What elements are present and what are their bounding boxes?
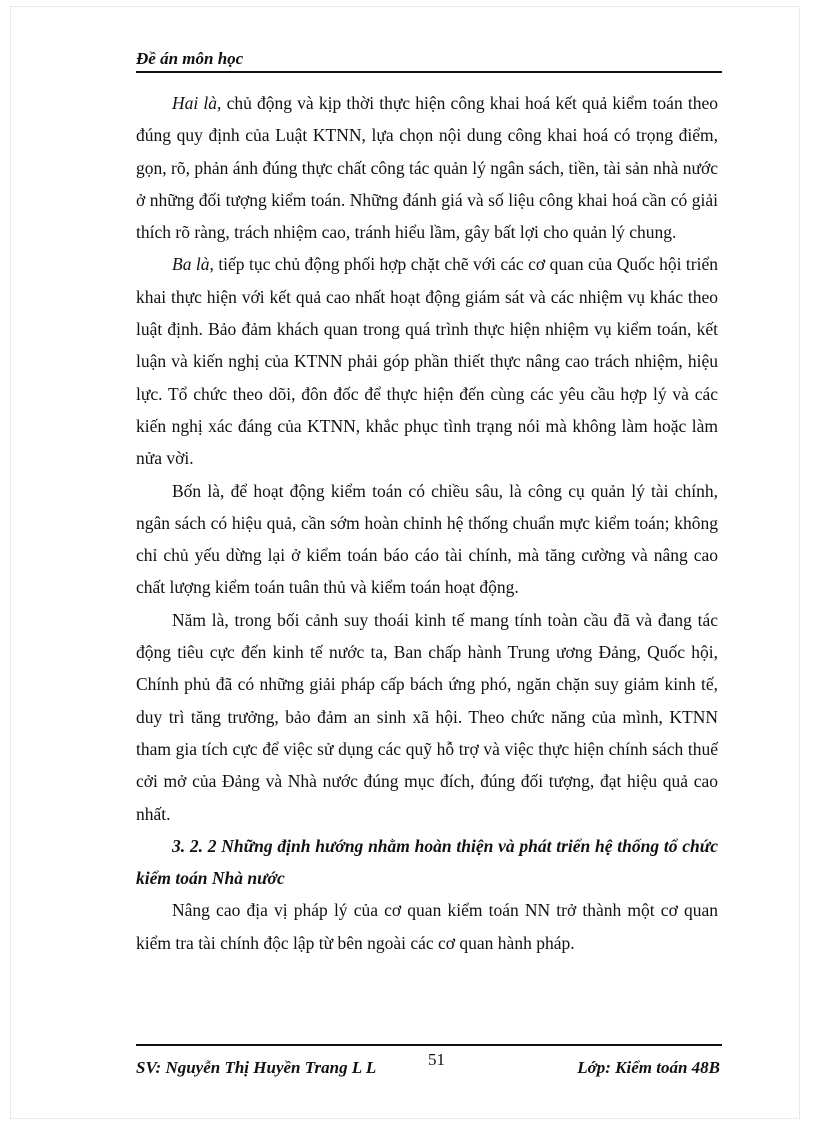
document-body bbox=[136, 87, 718, 959]
header-title: Đề án môn học bbox=[136, 49, 244, 68]
section-heading: 3. 2. 2 Những định hướng nhằm hoàn thiện và phát triển hệ thống tổ chức kiểm toán Nhà nước bbox=[136, 835, 718, 889]
paragraph-bon-la: Bốn là, để hoạt động kiểm toán có chiều sâu, là công cụ quản lý tài chính, ngân sách có hiệu quả, cần sớm hoàn chỉnh hệ thống chuẩn mực kiểm toán; không chỉ chủ yếu dừng lại ở kiểm toán báo cáo tài chính, mà tăng cường và nâng cao chất lượng kiểm toán tuân thủ và kiểm toán hoạt động. bbox=[136, 480, 718, 598]
paragraph-lead: Ba là bbox=[172, 254, 210, 275]
paragraph-nam-la: Năm là, trong bối cảnh suy thoái kinh tế mang tính toàn cầu đã và đang tác động tiêu cực đến kinh tế nước ta, Ban chấp hành Trung ương Đảng, Quốc hội, Chính phủ đã có những giải pháp cấp bách ứng phó, ngăn chặn suy giảm kinh tế, duy trì tăng trưởng, bảo đảm an sinh xã hội. Theo chức năng của mình, KTNN tham gia tích cực để việc sử dụng các quỹ hỗ trợ và việc thực hiện chính sách thuế cởi mở của Đảng và Nhà nước đúng mục đích, đúng đối tượng, đạt hiệu quả cao nhất. bbox=[136, 609, 718, 824]
paragraph-lead: Hai là bbox=[172, 93, 218, 113]
paragraph-text: , chủ động và kịp thời thực hiện công khai hoá kết quả kiểm toán theo đúng quy định của Luật KTNN, lựa chọn nội dung công khai hoá có trọng điểm, gọn, rõ, phản ánh đúng thực chất công tác quản lý ngân sách, tiền, tài sản nhà nước ở những đối tượng kiểm toán. Những đánh giá và số liệu công khai hoá cần có giải thích rõ ràng, trách nhiệm cao, tránh hiểu lầm, gây bất lợi cho quản lý chung. bbox=[136, 93, 718, 243]
page-number: 51 bbox=[428, 1050, 445, 1069]
footer-class: Lớp: Kiểm toán 48B bbox=[577, 1058, 720, 1077]
footer-student: SV: Nguyễn Thị Huyền Trang L L bbox=[136, 1058, 377, 1077]
closing-paragraph: Nâng cao địa vị pháp lý của cơ quan kiểm toán NN trở thành một cơ quan kiểm tra tài chính độc lập từ bên ngoài các cơ quan hành pháp. bbox=[136, 900, 718, 953]
paragraph-hai-la bbox=[136, 87, 718, 248]
page-header bbox=[136, 47, 722, 73]
paragraph-text: , tiếp tục chủ động phối hợp chặt chẽ với các cơ quan của Quốc hội triển khai thực hiện với kết quả cao nhất hoạt động giám sát và các nhiệm vụ khác theo luật định. Bảo đảm khách quan trong quá trình thực hiện nhiệm vụ kiểm toán, kết luận và kiến nghị của KTNN phải góp phần thiết thực nâng cao trách nhiệm, hiệu lực. Tổ chức theo dõi, đôn đốc để thực hiện đến cùng các yêu cầu hợp lý và các kiến nghị xác đáng của KTNN, khắc phục tình trạng nói mà không làm hoặc làm nửa vời. bbox=[136, 254, 718, 469]
page-footer bbox=[136, 1044, 722, 1082]
paragraph-ba-la bbox=[136, 248, 718, 474]
